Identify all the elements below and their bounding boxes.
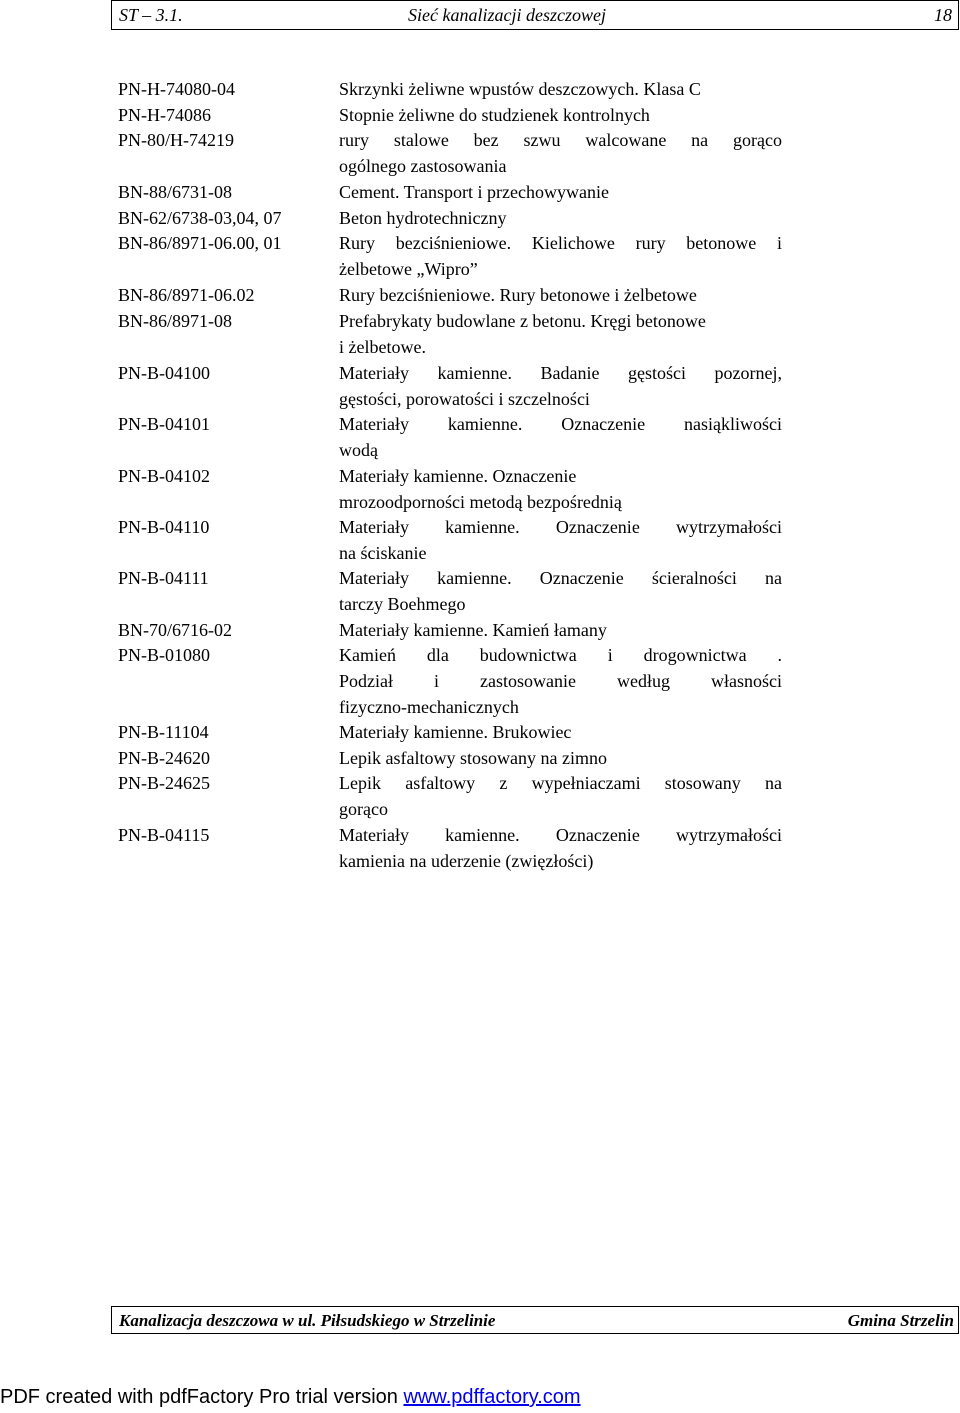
page-header xyxy=(111,0,959,30)
norm-code: BN-70/6716-02 xyxy=(118,620,232,640)
norm-description xyxy=(339,103,782,129)
norm-code: BN-86/8971-08 xyxy=(118,311,232,331)
norm-code: BN-88/6731-08 xyxy=(118,182,232,202)
norm-code: PN-B-01080 xyxy=(118,645,211,665)
norm-description xyxy=(339,206,782,232)
norm-code: PN-B-04100 xyxy=(118,363,211,383)
norm-description-line: ogólnego zastosowania xyxy=(339,155,507,176)
norm-description-line: Materiały kamienne. Oznaczenie nasiąkliwości xyxy=(339,414,782,434)
norm-description-line: Podział i zastosowanie według własności xyxy=(339,670,782,691)
norm-code: PN-H-74086 xyxy=(118,105,211,125)
norm-description-line: fizyczno-mechanicznych xyxy=(339,696,519,717)
norm-description-line: wodą xyxy=(339,439,378,460)
norm-description-line: na ściskanie xyxy=(339,542,427,563)
norm-description-line: Beton hydrotechniczny xyxy=(339,208,507,228)
pdffactory-link[interactable]: www.pdffactory.com xyxy=(403,1386,581,1408)
pdf-banner-text: PDF created with pdfFactory Pro trial version xyxy=(0,1386,404,1408)
norm-code: PN-80/H-74219 xyxy=(118,130,234,150)
norm-description-line: żelbetowe „Wipro” xyxy=(339,258,478,279)
norm-description xyxy=(339,643,782,720)
norm-description-line: Materiały kamienne. Brukowiec xyxy=(339,722,572,742)
norm-description xyxy=(339,746,782,772)
norm-code: PN-B-11104 xyxy=(118,722,209,742)
norm-description-line: gęstości, porowatości i szczelności xyxy=(339,388,590,409)
page-footer xyxy=(111,1306,959,1334)
norm-description xyxy=(339,823,782,875)
norm-description-line: rury stalowe bez szwu walcowane na gorąco xyxy=(339,130,782,150)
norm-description-line: gorąco xyxy=(339,798,388,819)
norm-description xyxy=(339,515,782,567)
norm-code: PN-B-04101 xyxy=(118,414,211,434)
norm-code: PN-B-24620 xyxy=(118,748,211,768)
norm-description-line: Materiały kamienne. Oznaczenie wytrzymałości xyxy=(339,517,782,537)
norm-description xyxy=(339,412,782,464)
norm-description-line: Materiały kamienne. Badanie gęstości pozornej, xyxy=(339,363,782,383)
norm-description xyxy=(339,128,782,180)
norm-description-line: Rury bezciśnieniowe. Kielichowe rury betonowe i xyxy=(339,233,782,253)
norm-description-line: Skrzynki żeliwne wpustów deszczowych. Klasa C xyxy=(339,79,701,99)
norm-description xyxy=(339,771,782,823)
norm-description xyxy=(339,361,782,413)
norm-code: PN-B-04115 xyxy=(118,825,210,845)
norm-code: PN-B-24625 xyxy=(118,773,211,793)
norm-description-line: tarczy Boehmego xyxy=(339,593,466,614)
norm-description-line: Materiały kamienne. Oznaczenie xyxy=(339,466,577,486)
norm-description xyxy=(339,566,782,618)
norm-description-line: Lepik asfaltowy z wypełniaczami stosowany na xyxy=(339,773,782,793)
footer-investor: Gmina Strzelin xyxy=(847,1311,954,1330)
norm-description xyxy=(339,618,782,644)
header-page-number: 18 xyxy=(934,5,952,25)
norm-description-line: Stopnie żeliwne do studzienek kontrolnych xyxy=(339,105,650,125)
header-section-title: Sieć kanalizacji deszczowej xyxy=(408,5,606,25)
header-section-number: ST – 3.1. xyxy=(119,5,183,25)
norm-description-line: Rury bezciśnieniowe. Rury betonowe i żelbetowe xyxy=(339,285,697,305)
norm-description-line: Lepik asfaltowy stosowany na zimno xyxy=(339,748,607,768)
footer-project-title: Kanalizacja deszczowa w ul. Piłsudskiego w Strzelinie xyxy=(119,1311,496,1330)
norm-description-line: kamienia na uderzenie (zwięzłości) xyxy=(339,850,594,871)
norm-description-line: Cement. Transport i przechowywanie xyxy=(339,182,609,202)
norm-description-line: Materiały kamienne. Kamień łamany xyxy=(339,620,607,640)
norm-description-line: Materiały kamienne. Oznaczenie wytrzymałości xyxy=(339,825,782,845)
norm-description xyxy=(339,464,782,516)
norm-description-line: Prefabrykaty budowlane z betonu. Kręgi betonowe xyxy=(339,311,706,331)
norm-code: PN-B-04102 xyxy=(118,466,211,486)
norm-description xyxy=(339,720,782,746)
norm-description xyxy=(339,180,782,206)
norm-description-line: Kamień dla budownictwa i drogownictwa . xyxy=(339,645,782,665)
norm-description xyxy=(339,77,782,103)
norm-description xyxy=(339,231,782,283)
norm-code: PN-B-04111 xyxy=(118,568,209,588)
norm-description xyxy=(339,283,782,309)
norm-code: BN-86/8971-06.02 xyxy=(118,285,255,305)
norm-code: PN-B-04110 xyxy=(118,517,210,537)
norm-code: BN-62/6738-03,04, 07 xyxy=(118,208,282,228)
norm-code: PN-H-74080-04 xyxy=(118,79,235,99)
norm-description-line: mrozoodporności metodą bezpośrednią xyxy=(339,491,622,512)
norm-code: BN-86/8971-06.00, 01 xyxy=(118,233,282,253)
norm-description-line: i żelbetowe. xyxy=(339,336,426,357)
pdf-creator-banner xyxy=(0,1386,581,1409)
norm-description xyxy=(339,309,782,361)
norm-description-line: Materiały kamienne. Oznaczenie ścieralności na xyxy=(339,568,782,588)
